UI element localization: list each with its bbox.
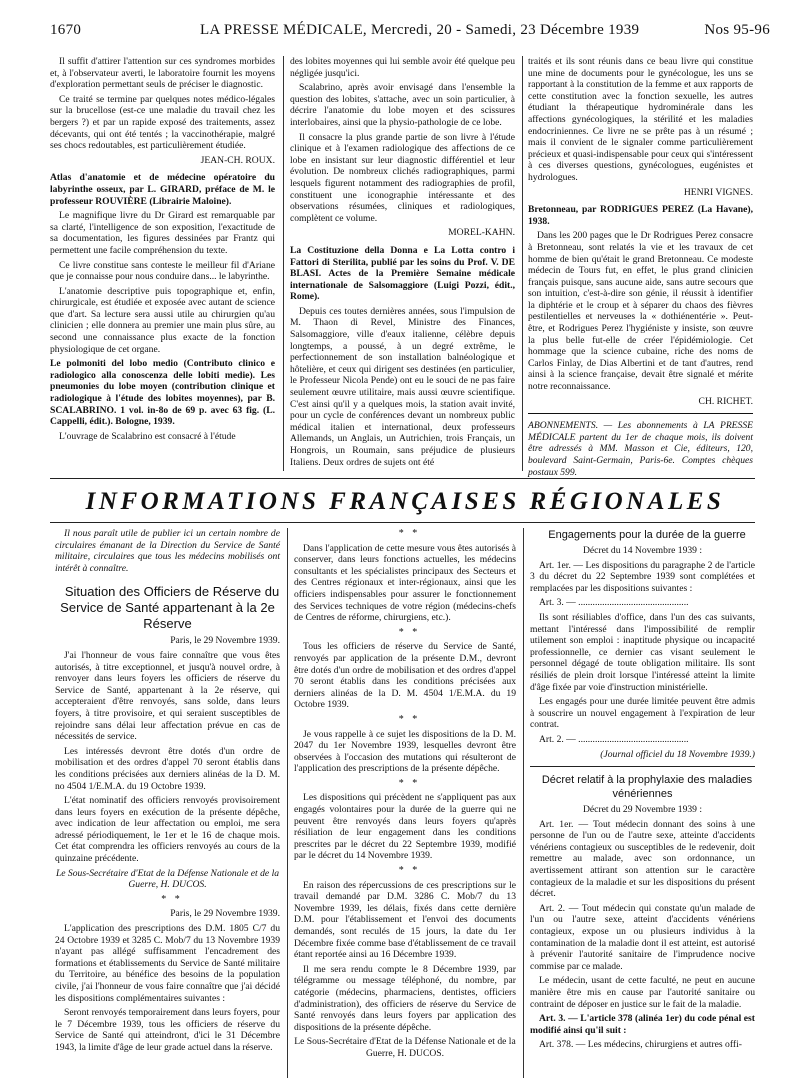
intro-note: Il nous paraît utile de publier ici un certain nombre de circulaires émanant de la Direction du Service de Santé militaire, circulaires que tous les médecins mobilisés ont intérêt à connaître. [55, 528, 280, 574]
column-divider [287, 528, 288, 1078]
column-divider [523, 528, 524, 1078]
author-signature: CH. RICHET. [698, 395, 753, 407]
paragraph: traités et ils sont réunis dans ce beau livre qui constitue une mine de documents pour le gynécologue, les uns se rapportant à la constitution de la femme et aux rapports de cette constitution avec la fonction sexuelle, les autres étudiant la thérapeutique hydrominérale dans les affections gynécologiques, la stérilité et les maladies endocriniennes. Ce livre ne se prête pas à un résumé ; mais il convient de le signaler comme particulièrement précieux et quasi-indispensable pour ceux qui s'intéressent à ces diverses questions, gynécologues, eugénistes et hydrologues. [528, 56, 753, 183]
dateline: Paris, le 29 Novembre 1939. [170, 635, 280, 647]
separator-stars: * * [398, 777, 421, 789]
separator-stars: * * [161, 893, 183, 905]
paragraph: Art. 3. — .............................................. [539, 597, 689, 609]
journal-title: LA PRESSE MÉDICALE, Mercredi, 20 - Samedi, 23 Décembre 1939 [200, 22, 640, 38]
review-title: La Costituzione della Donna e La Lotta contro i Fattori di Sterilita, publié par les soins du Prof. V. DE BLASI. Actes de la Première Semaine médicale internationale de Salsomaggiore (Luigi Pozzi, édit., Rome). [290, 244, 515, 303]
paragraph: L'application des prescriptions des D.M. 1805 C/7 du 24 Octobre 1939 et 3285 C. Mob/7 du 13 Novembre 1939 n'ayant pas allégé suffisamment l'encadrement des formations et établissements du Service de Santé militaire du Territoire, au bénéfice des besoins de la population civile, j'ai l'honneur de vous faire connaître que j'ai décidé les dispositions complémentaires suivantes : [55, 923, 280, 1004]
paragraph: L'ouvrage de Scalabrino est consacré à l'étude [59, 430, 236, 442]
page-number: 1670 [50, 22, 82, 38]
paragraph: Art. 2. — Tout médecin qui constate qu'un malade de l'un ou l'autre sexe, atteint d'accidents vénériens contagieux, expose un ou plusieurs individus à la contamination de la maladie dont il est atteint, est autorisé à prévenir l'autorité sanitaire de l'imprudence nocive commise par ce malade. [530, 902, 755, 972]
review-title: Bretonneau, par RODRIGUES PEREZ (La Havane), 1938. [528, 204, 753, 227]
section-rule [530, 766, 755, 767]
separator-stars: * * [398, 626, 421, 638]
author-signature: JEAN-CH. ROUX. [200, 154, 275, 166]
review-title: Atlas d'anatomie et de médecine opératoire du labyrinthe osseux, par L. GIRARD, préface de M. le professeur ROUVIÈRE (Librairie Maloine). [50, 172, 275, 207]
bottom-column-1 [55, 528, 280, 1078]
paragraph: Les engagés pour une durée limitée peuvent être admis à souscrire un nouvel engagement à l'expiration de leur contrat. [530, 696, 755, 731]
circular-title: Situation des Officiers de Réserve du Service de Santé appartenant à la 2e Réserve [60, 584, 280, 632]
section-band-title: INFORMATIONS FRANÇAISES RÉGIONALES [85, 488, 725, 515]
separator-stars: * * [398, 865, 421, 877]
source-citation: (Journal officiel du 18 Novembre 1939.) [600, 748, 755, 760]
bottom-column-2 [294, 528, 516, 1078]
issue-number: Nos 95-96 [704, 22, 770, 38]
paragraph: Scalabrino, après avoir envisagé dans l'ensemble la question des lobites, s'attache, avec un soin particulier, à décrire l'anatomie du lobe moyen et des scissures interlobaires, ainsi que la physio-pathologie de ce lobe. [290, 82, 515, 128]
section-title-engagements: Engagements pour la durée de la guerre [548, 529, 746, 541]
signature-block: Le Sous-Secrétaire d'Etat de la Défense Nationale et de la Guerre, H. DUCOS. [55, 867, 280, 891]
paragraph: Les dispositions qui précèdent ne s'appliquent pas aux engagés volontaires pour la durée de la guerre qui ne peuvent être renvoyés dans leurs foyers qu'après résiliation de leur engagement dans les conditions prescrites par le décret du 22 Septembre 1939, modifié par le décret du 14 Novembre 1939. [294, 792, 516, 862]
paragraph: Ils sont résiliables d'office, dans l'un des cas suivants, mettant l'intéressé dans l'impossibilité de remplir utilement son emploi : inaptitude physique ou incapacité professionnelle, ce dernier cas visant seulement le personnel dégagé de toute obligation militaire. Ils sont résiliés de plein droit lorsque l'intéressé atteint la limite d'âge fixée par voie d'instruction ministérielle. [530, 611, 755, 693]
paragraph: Seront renvoyés temporairement dans leurs foyers, pour le 7 Décembre 1939, tous les officiers de réserve du Service de Santé qui atteindront, d'ici le 31 Décembre 1943, la limite d'âge de leur grade actuel dans la réserve. [55, 1007, 280, 1053]
subscriptions-text: ABONNEMENTS. — Les abonnements à LA PRESSE MÉDICALE partent du 1er de chaque mois, ils doivent être adressés à MM. Masson et Cie, éditeurs, 120, boulevard Saint-Germain, Paris-6e. Comptes chèques postaux 599. [528, 420, 753, 478]
paragraph: Il consacre la plus grande partie de son livre à l'étude clinique et à l'examen radiologique des affections de ce lobe en insistant sur leur diagnostic différentiel et leur évolution. De nombreux clichés radiographiques, parmi lesquels figurent notamment des radiographies de profil, constituent une iconographie intéressante et des observations résumées, cliniques et radiologiques, complètent ce volume. [290, 131, 515, 224]
section-rule [50, 478, 755, 479]
paragraph: Art. 2. — .............................................. [539, 733, 689, 745]
paragraph: L'état nominatif des officiers renvoyés provisoirement dans leurs foyers en exécution de la présente dépêche, avec indication de leur affectation ou emploi, me sera adressé périodiquement, le 1er et le 16 de chaque mois. Cet état comprendra les officiers renvoyés au cours de la quinzaine précédente. [55, 795, 280, 865]
paragraph: Ce livre constitue sans conteste le meilleur fil d'Ariane que je connaisse pour nous conduire dans... le labyrinthe. [50, 259, 275, 283]
paragraph: Il me sera rendu compte le 8 Décembre 1939, par télégramme ou message téléphoné, du nombre, par catégorie (médecins, pharmaciens, dentistes, officiers d'administration), des officiers de réserve du Service de Santé renvoyés dans leurs foyers par application des dispositions de la présente dépêche. [294, 963, 516, 1033]
paragraph: Dans les 200 pages que le Dr Rodrigues Perez consacre à Bretonneau, sont relatés la vie et les travaux de cet homme de bien qu'était le grand Bretonneau. Ce modeste médecin de Tours fut, en effet, le plus grand clinicien français puisque, sans aucune aide, sans autre secours que son intuition, c'est-à-dire son génie, il réussit à identifier la diphtérie et le croup et à séparer du chaos des fièvres pestilentielles et nerveuses la « dothiénentérie ». Peut-être, et Rodrigues Perez l'hygiéniste y insiste, son œuvre la plus belle fut-elle de créer l'épidémiologie. Cet hommage que la science cubaine, riche des noms de Carlos Finlay, de Dias Albertini et de tant d'autres, rend ainsi à la science française, devait être signalé et mérite notre reconnaissance. [528, 230, 753, 393]
separator-stars: * * [398, 713, 421, 725]
decree-date: Décret du 29 Novembre 1939 : [582, 804, 703, 816]
page-header [50, 22, 770, 44]
subscriptions-notice [528, 413, 753, 478]
paragraph: Les intéressés devront être dotés d'un ordre de mobilisation et des ordres d'appel 70 seront établis dans les conditions précisées aux derniers alinéas de la D. M. no 4504 1/E.M.A. du 19 Octobre 1939. [55, 745, 280, 792]
bottom-column-3 [530, 528, 755, 1078]
decree-date: Décret du 14 Novembre 1939 : [582, 545, 703, 556]
paragraph: L'anatomie descriptive puis topographique et, enfin, chirurgicale, est étudiée et exposée avec autant de science que d'art. Sa lecture sera aussi utile au chirurgien qu'au clinicien ; elle donnera au premier une main plus sûre, au second une connaissance plus exacte de la fonction physiologique de cet organe. [50, 285, 275, 355]
signature-block: Le Sous-Secrétaire d'Etat de la Défense Nationale et de la Guerre, H. DUCOS. [294, 1036, 516, 1059]
paragraph: Art. 3. — L'article 378 (alinéa 1er) du code pénal est modifié ainsi qu'il suit : [530, 1013, 755, 1036]
section-title-prophylaxie: Décret relatif à la prophylaxie des maladies vénériennes [541, 774, 753, 801]
review-title: Le polmoniti del lobo medio (Contributo clinico e radiologico alla conoscenza delle lobiti medie). Les pneumonies du lobe moyen (contribution clinique et radiologique à l'étude des lobites moyennes), par B. SCALABRINO. 1 vol. in-8o de 69 p. avec 63 fig. (L. Cappelli, édit.). Bologne, 1939. [50, 358, 275, 428]
paragraph: J'ai l'honneur de vous faire connaître que vous êtes autorisés, à titre exceptionnel, et jusqu'à nouvel ordre, à renvoyer dans leurs foyers les officiers de réserve du Service de Santé, appartenant à la 2e réserve, qui accepteraient d'être renvoyés, sans solde, dans leurs foyers, à titre provisoire, et qui seraient susceptibles de rejoindre sans délai leur affectation prévue en cas de nécessités de service. [55, 649, 280, 743]
section-rule [50, 522, 755, 523]
paragraph: Art. 378. — Les médecins, chirurgiens et autres offi- [539, 1039, 742, 1051]
paragraph: En raison des répercussions de ces prescriptions sur le travail demandé par D.M. 3286 C. Mob/7 du 13 Novembre 1939, les délais, fixés dans cette dernière D.M. pour l'établissement et l'envoi des documents demandés, sont reculés de 15 jours, la date du 1er Décembre fixée comme base d'établissement de ce travail étant reportée ainsi au 16 Décembre 1939. [294, 879, 516, 961]
paragraph: des lobites moyennes qui lui semble avoir été quelque peu négligée jusqu'ici. [290, 56, 515, 79]
paragraph: Dans l'application de cette mesure vous êtes autorisés à conserver, dans leurs fonctions actuelles, les médecins consultants et les spécialistes principaux des Secteurs et des Centres régionaux et inter-régionaux, ainsi que les officiers indispensables pour assurer le fonctionnement des Services techniques de votre région (médecins-chefs de Centres de réforme, chirurgiens, etc.). [294, 542, 516, 624]
top-column-2 [290, 56, 515, 471]
author-signature: MOREL-KAHN. [448, 227, 515, 239]
paragraph: Le magnifique livre du Dr Girard est remarquable par sa clarté, l'intelligence de son exposition, l'exactitude de sa documentation, les figures dessinées par Frantz qui permettent une facile compréhension du texte. [50, 210, 275, 256]
author-signature: HENRI VIGNES. [683, 186, 753, 198]
top-column-3 [528, 56, 753, 478]
top-column-1 [50, 56, 275, 471]
column-divider [283, 56, 284, 471]
paragraph: Ce traité se termine par quelques notes médico-légales sur la brucellose (est-ce une maladie du travail chez les bergers ?) et par un rapide exposé des traitements, assez décevants, qui ont été tentés ; la vaccinothérapie, malgré ses chocs redoutables, est particulièrement étudiée. [50, 93, 275, 152]
paragraph: Art. 1er. — Les dispositions du paragraphe 2 de l'article 3 du décret du 22 Septembre 1939 sont complétées et remplacées par les dispositions suivantes : [530, 559, 755, 594]
column-divider [522, 56, 523, 471]
paragraph: Je vous rappelle à ce sujet les dispositions de la D. M. 2047 du 1er Novembre 1939, lesquelles devront être observées à l'occasion des mutations qui résulteront de l'application des prescriptions de la présente dépêche. [294, 728, 516, 775]
paragraph: Le médecin, usant de cette faculté, ne peut en aucune manière être mis en cause par l'autorité sanitaire ou contraint de déposer en justice sur le fait de la maladie. [530, 975, 755, 1010]
separator-stars: * * [398, 528, 421, 539]
paragraph: Tous les officiers de réserve du Service de Santé, renvoyés par application de la présente D.M., devront être dotés d'un ordre de mobilisation et des ordres d'appel 70 seront établis dans les conditions précisées aux derniers alinéas de la D. M. 4504 1/E.M.A. du 19 Octobre 1939. [294, 641, 516, 711]
paragraph: Depuis ces toutes dernières années, sous l'impulsion de M. Thaon di Revel, Ministre des Finances, Salsomaggiore, ville d'eaux italienne, célèbre depuis longtemps, a poussé, à un degré extrême, le perfectionnement de son installation balnéologique et hôtelière, et ceux qui dirigent ses destinées (en particulier, le Professeur Nicola Pende) ont eu le souci de ne pas faire seulement œuvre utilitaire, mais aussi œuvre scientifique. C'est ainsi qu'il y a quelques mois, la station avait invité, pour un cycle de conférences devant un nombreux public médical italien et international, deux professeurs Allemands, un Anglais, un Autrichien, trois Français, un Hongrois, un Roumain, sans préjudice de plusieurs Italiens. Deux ordres de sujets ont été [290, 305, 515, 468]
dateline: Paris, le 29 Novembre 1939. [170, 908, 280, 920]
paragraph: Art. 1er. — Tout médecin donnant des soins à une personne de l'un ou de l'autre sexe, atteinte d'accidents vénériens contagieux ou susceptibles de le redevenir, doit remettre au malade, avec son ordonnance, un avertissement attirant son attention sur le caractère contagieux de la maladie et sur les dispositions du présent décret. [530, 818, 755, 900]
paragraph: Il suffit d'attirer l'attention sur ces syndromes morbides et, à l'observateur averti, le laboratoire fournit les moyens d'exploration permettant seuls de préciser le diagnostic. [50, 56, 275, 91]
